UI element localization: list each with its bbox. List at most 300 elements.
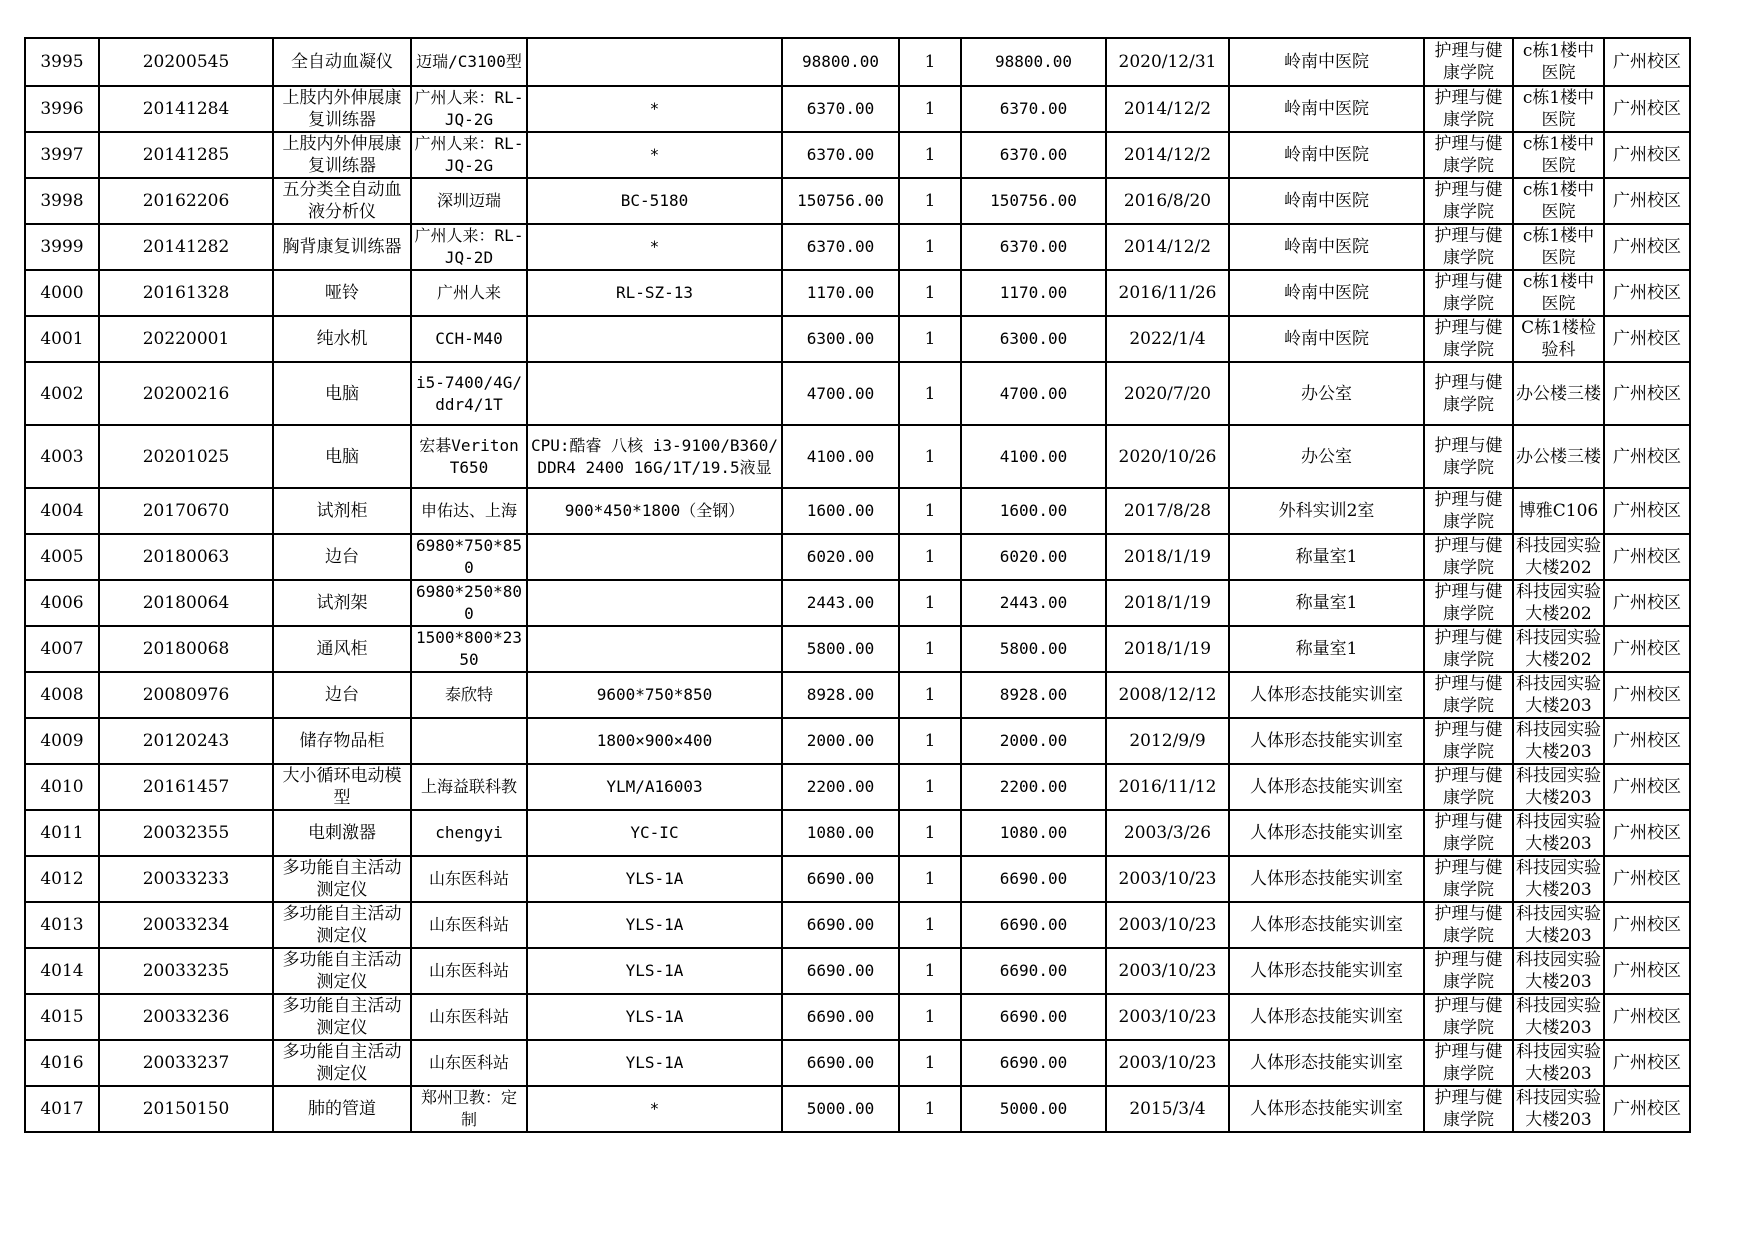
cell-brand: CCH-M40 [411,316,527,362]
cell-loc: c栋1楼中医院 [1513,132,1604,178]
cell-qty: 1 [899,224,961,270]
cell-date: 2015/3/4 [1106,1086,1229,1132]
cell-qty: 1 [899,270,961,316]
cell-loc: 科技园实验大楼203 [1513,718,1604,764]
cell-no: 3999 [25,224,99,270]
cell-no: 4010 [25,764,99,810]
cell-amount: 5800.00 [961,626,1106,672]
cell-amount: 1170.00 [961,270,1106,316]
cell-brand: 山东医科站 [411,856,527,902]
cell-price: 6690.00 [782,902,899,948]
cell-price: 6300.00 [782,316,899,362]
cell-campus: 广州校区 [1604,488,1690,534]
cell-brand: 宏碁Veriton T650 [411,425,527,488]
cell-amount: 6690.00 [961,994,1106,1040]
cell-price: 2200.00 [782,764,899,810]
cell-dept: 护理与健康学院 [1424,224,1513,270]
cell-name: 多功能自主活动测定仪 [273,948,411,994]
cell-campus: 广州校区 [1604,580,1690,626]
cell-price: 8928.00 [782,672,899,718]
cell-amount: 4700.00 [961,362,1106,425]
cell-spec: YC-IC [527,810,782,856]
cell-code: 20033236 [99,994,273,1040]
cell-brand: 6980*750*850 [411,534,527,580]
cell-code: 20141284 [99,86,273,132]
cell-dept: 护理与健康学院 [1424,488,1513,534]
cell-room: 称量室1 [1229,626,1424,672]
cell-room: 人体形态技能实训室 [1229,672,1424,718]
cell-campus: 广州校区 [1604,902,1690,948]
cell-code: 20033237 [99,1040,273,1086]
cell-price: 5800.00 [782,626,899,672]
cell-qty: 1 [899,672,961,718]
cell-amount: 6690.00 [961,948,1106,994]
cell-loc: 科技园实验大楼202 [1513,534,1604,580]
cell-name: 电脑 [273,362,411,425]
cell-qty: 1 [899,902,961,948]
cell-date: 2022/1/4 [1106,316,1229,362]
table-row [25,425,1690,488]
cell-date: 2014/12/2 [1106,224,1229,270]
cell-qty: 1 [899,718,961,764]
cell-dept: 护理与健康学院 [1424,626,1513,672]
cell-amount: 6690.00 [961,856,1106,902]
cell-campus: 广州校区 [1604,994,1690,1040]
cell-code: 20201025 [99,425,273,488]
cell-qty: 1 [899,948,961,994]
cell-date: 2020/7/20 [1106,362,1229,425]
cell-no: 4015 [25,994,99,1040]
cell-spec: BC-5180 [527,178,782,224]
cell-brand: 深圳迈瑞 [411,178,527,224]
cell-date: 2003/10/23 [1106,902,1229,948]
cell-date: 2003/10/23 [1106,856,1229,902]
cell-spec: YLS-1A [527,1040,782,1086]
cell-room: 岭南中医院 [1229,38,1424,86]
cell-dept: 护理与健康学院 [1424,270,1513,316]
cell-name: 试剂柜 [273,488,411,534]
table-row [25,764,1690,810]
cell-dept: 护理与健康学院 [1424,810,1513,856]
cell-spec [527,580,782,626]
cell-room: 外科实训2室 [1229,488,1424,534]
cell-dept: 护理与健康学院 [1424,948,1513,994]
cell-room: 人体形态技能实训室 [1229,994,1424,1040]
cell-loc: 科技园实验大楼203 [1513,1040,1604,1086]
cell-no: 4012 [25,856,99,902]
cell-date: 2003/10/23 [1106,948,1229,994]
cell-no: 4008 [25,672,99,718]
cell-spec: YLM/A16003 [527,764,782,810]
cell-no: 4013 [25,902,99,948]
cell-brand: 山东医科站 [411,948,527,994]
cell-spec: RL-SZ-13 [527,270,782,316]
cell-loc: 科技园实验大楼202 [1513,626,1604,672]
cell-date: 2016/8/20 [1106,178,1229,224]
table-row [25,902,1690,948]
cell-campus: 广州校区 [1604,425,1690,488]
cell-campus: 广州校区 [1604,178,1690,224]
cell-code: 20141282 [99,224,273,270]
cell-name: 储存物品柜 [273,718,411,764]
cell-dept: 护理与健康学院 [1424,534,1513,580]
cell-code: 20033233 [99,856,273,902]
cell-no: 4009 [25,718,99,764]
cell-qty: 1 [899,626,961,672]
cell-amount: 6370.00 [961,132,1106,178]
cell-brand: chengyi [411,810,527,856]
cell-price: 1600.00 [782,488,899,534]
cell-room: 人体形态技能实训室 [1229,810,1424,856]
cell-spec: 9600*750*850 [527,672,782,718]
table-row [25,810,1690,856]
cell-name: 纯水机 [273,316,411,362]
cell-dept: 护理与健康学院 [1424,764,1513,810]
cell-brand: 广州人来：RL-JQ-2G [411,132,527,178]
cell-name: 多功能自主活动测定仪 [273,856,411,902]
cell-dept: 护理与健康学院 [1424,316,1513,362]
cell-name: 大小循环电动模型 [273,764,411,810]
cell-amount: 6300.00 [961,316,1106,362]
cell-amount: 8928.00 [961,672,1106,718]
cell-spec [527,626,782,672]
cell-campus: 广州校区 [1604,86,1690,132]
cell-code: 20141285 [99,132,273,178]
cell-no: 3997 [25,132,99,178]
cell-name: 多功能自主活动测定仪 [273,994,411,1040]
cell-name: 五分类全自动血液分析仪 [273,178,411,224]
cell-date: 2008/12/12 [1106,672,1229,718]
table-row [25,534,1690,580]
cell-room: 人体形态技能实训室 [1229,1086,1424,1132]
cell-code: 20161328 [99,270,273,316]
cell-qty: 1 [899,534,961,580]
cell-brand: 申佑达、上海 [411,488,527,534]
cell-loc: 科技园实验大楼203 [1513,902,1604,948]
cell-amount: 6020.00 [961,534,1106,580]
cell-price: 6370.00 [782,86,899,132]
cell-dept: 护理与健康学院 [1424,902,1513,948]
cell-room: 称量室1 [1229,534,1424,580]
cell-date: 2003/10/23 [1106,994,1229,1040]
cell-loc: c栋1楼中医院 [1513,86,1604,132]
cell-name: 边台 [273,672,411,718]
cell-no: 4014 [25,948,99,994]
cell-loc: 科技园实验大楼202 [1513,580,1604,626]
table-row [25,270,1690,316]
cell-campus: 广州校区 [1604,316,1690,362]
cell-no: 4017 [25,1086,99,1132]
cell-code: 20220001 [99,316,273,362]
cell-code: 20120243 [99,718,273,764]
table-row [25,672,1690,718]
cell-campus: 广州校区 [1604,764,1690,810]
cell-campus: 广州校区 [1604,856,1690,902]
cell-name: 试剂架 [273,580,411,626]
cell-date: 2018/1/19 [1106,534,1229,580]
cell-code: 20032355 [99,810,273,856]
cell-loc: 办公楼三楼 [1513,425,1604,488]
cell-brand [411,718,527,764]
cell-spec: YLS-1A [527,856,782,902]
cell-code: 20080976 [99,672,273,718]
cell-campus: 广州校区 [1604,810,1690,856]
cell-spec: 900*450*1800（全钢） [527,488,782,534]
table-row [25,1086,1690,1132]
cell-spec: 1800×900×400 [527,718,782,764]
cell-price: 6690.00 [782,1040,899,1086]
cell-no: 4000 [25,270,99,316]
table-row [25,38,1690,86]
cell-qty: 1 [899,86,961,132]
cell-code: 20161457 [99,764,273,810]
cell-price: 6690.00 [782,994,899,1040]
cell-room: 人体形态技能实训室 [1229,902,1424,948]
cell-campus: 广州校区 [1604,38,1690,86]
cell-price: 2000.00 [782,718,899,764]
cell-code: 20162206 [99,178,273,224]
cell-amount: 2200.00 [961,764,1106,810]
cell-campus: 广州校区 [1604,948,1690,994]
cell-no: 3998 [25,178,99,224]
cell-no: 4016 [25,1040,99,1086]
cell-date: 2018/1/19 [1106,626,1229,672]
cell-room: 岭南中医院 [1229,270,1424,316]
cell-amount: 2443.00 [961,580,1106,626]
table-row [25,86,1690,132]
cell-brand: 广州人来：RL-JQ-2G [411,86,527,132]
cell-date: 2003/3/26 [1106,810,1229,856]
cell-dept: 护理与健康学院 [1424,1040,1513,1086]
cell-amount: 6370.00 [961,224,1106,270]
cell-spec: YLS-1A [527,902,782,948]
cell-price: 6690.00 [782,948,899,994]
cell-dept: 护理与健康学院 [1424,672,1513,718]
cell-dept: 护理与健康学院 [1424,1086,1513,1132]
table-row [25,316,1690,362]
cell-price: 1170.00 [782,270,899,316]
cell-room: 办公室 [1229,425,1424,488]
cell-no: 3996 [25,86,99,132]
cell-campus: 广州校区 [1604,534,1690,580]
cell-amount: 4100.00 [961,425,1106,488]
asset-table [24,37,1691,1133]
cell-room: 人体形态技能实训室 [1229,764,1424,810]
cell-spec: * [527,132,782,178]
cell-brand: 广州人来 [411,270,527,316]
cell-dept: 护理与健康学院 [1424,856,1513,902]
cell-code: 20180068 [99,626,273,672]
cell-code: 20150150 [99,1086,273,1132]
cell-room: 人体形态技能实训室 [1229,1040,1424,1086]
cell-brand: 郑州卫教：定制 [411,1086,527,1132]
cell-brand: 迈瑞/C3100型 [411,38,527,86]
cell-name: 胸背康复训练器 [273,224,411,270]
cell-spec: YLS-1A [527,994,782,1040]
cell-spec [527,38,782,86]
table-row [25,488,1690,534]
cell-room: 人体形态技能实训室 [1229,856,1424,902]
cell-campus: 广州校区 [1604,626,1690,672]
cell-name: 全自动血凝仪 [273,38,411,86]
cell-price: 5000.00 [782,1086,899,1132]
cell-no: 4006 [25,580,99,626]
cell-amount: 1600.00 [961,488,1106,534]
cell-loc: 科技园实验大楼203 [1513,994,1604,1040]
table-row [25,718,1690,764]
table-row [25,626,1690,672]
cell-name: 肺的管道 [273,1086,411,1132]
cell-date: 2012/9/9 [1106,718,1229,764]
cell-qty: 1 [899,362,961,425]
cell-price: 98800.00 [782,38,899,86]
cell-dept: 护理与健康学院 [1424,178,1513,224]
cell-code: 20180063 [99,534,273,580]
cell-no: 4011 [25,810,99,856]
cell-amount: 98800.00 [961,38,1106,86]
cell-name: 哑铃 [273,270,411,316]
cell-brand: i5-7400/4G/ddr4/1T [411,362,527,425]
cell-loc: 科技园实验大楼203 [1513,856,1604,902]
asset-table-body [25,38,1690,1132]
cell-qty: 1 [899,38,961,86]
cell-campus: 广州校区 [1604,1040,1690,1086]
cell-amount: 6690.00 [961,1040,1106,1086]
cell-room: 岭南中医院 [1229,132,1424,178]
cell-room: 称量室1 [1229,580,1424,626]
cell-qty: 1 [899,994,961,1040]
table-row [25,994,1690,1040]
cell-brand: 广州人来：RL-JQ-2D [411,224,527,270]
cell-dept: 护理与健康学院 [1424,994,1513,1040]
table-row [25,948,1690,994]
cell-qty: 1 [899,810,961,856]
cell-brand: 上海益联科教 [411,764,527,810]
cell-brand: 山东医科站 [411,902,527,948]
cell-code: 20200545 [99,38,273,86]
cell-date: 2003/10/23 [1106,1040,1229,1086]
cell-qty: 1 [899,488,961,534]
cell-price: 6370.00 [782,224,899,270]
cell-spec: CPU:酷睿 八核 i3-9100/B360/DDR4 2400 16G/1T/19.5液显 [527,425,782,488]
cell-date: 2017/8/28 [1106,488,1229,534]
cell-spec [527,534,782,580]
cell-name: 上肢内外伸展康复训练器 [273,132,411,178]
cell-qty: 1 [899,580,961,626]
cell-date: 2018/1/19 [1106,580,1229,626]
cell-code: 20170670 [99,488,273,534]
table-row [25,580,1690,626]
cell-campus: 广州校区 [1604,1086,1690,1132]
cell-loc: 科技园实验大楼203 [1513,1086,1604,1132]
cell-qty: 1 [899,425,961,488]
cell-date: 2016/11/26 [1106,270,1229,316]
cell-no: 4003 [25,425,99,488]
cell-room: 人体形态技能实训室 [1229,948,1424,994]
cell-loc: 博雅C106 [1513,488,1604,534]
cell-room: 岭南中医院 [1229,224,1424,270]
cell-no: 4002 [25,362,99,425]
cell-room: 岭南中医院 [1229,178,1424,224]
table-row [25,1040,1690,1086]
cell-loc: c栋1楼中医院 [1513,270,1604,316]
cell-dept: 护理与健康学院 [1424,425,1513,488]
cell-campus: 广州校区 [1604,718,1690,764]
cell-loc: c栋1楼中医院 [1513,38,1604,86]
cell-campus: 广州校区 [1604,132,1690,178]
cell-price: 4700.00 [782,362,899,425]
cell-spec: YLS-1A [527,948,782,994]
cell-date: 2014/12/2 [1106,132,1229,178]
cell-loc: c栋1楼中医院 [1513,224,1604,270]
cell-name: 电刺激器 [273,810,411,856]
cell-loc: 科技园实验大楼203 [1513,672,1604,718]
cell-qty: 1 [899,132,961,178]
cell-loc: 科技园实验大楼203 [1513,764,1604,810]
cell-room: 岭南中医院 [1229,316,1424,362]
cell-dept: 护理与健康学院 [1424,362,1513,425]
cell-brand: 山东医科站 [411,1040,527,1086]
cell-no: 4004 [25,488,99,534]
cell-qty: 1 [899,316,961,362]
table-row [25,224,1690,270]
cell-qty: 1 [899,1086,961,1132]
cell-price: 6690.00 [782,856,899,902]
cell-room: 办公室 [1229,362,1424,425]
table-row [25,856,1690,902]
cell-dept: 护理与健康学院 [1424,86,1513,132]
cell-name: 多功能自主活动测定仪 [273,902,411,948]
cell-date: 2020/10/26 [1106,425,1229,488]
cell-room: 人体形态技能实训室 [1229,718,1424,764]
cell-price: 1080.00 [782,810,899,856]
cell-price: 6020.00 [782,534,899,580]
cell-campus: 广州校区 [1604,224,1690,270]
cell-brand: 1500*800*2350 [411,626,527,672]
cell-no: 3995 [25,38,99,86]
cell-code: 20180064 [99,580,273,626]
cell-spec: * [527,1086,782,1132]
cell-name: 通风柜 [273,626,411,672]
cell-code: 20033235 [99,948,273,994]
cell-room: 岭南中医院 [1229,86,1424,132]
cell-brand: 6980*250*800 [411,580,527,626]
cell-no: 4007 [25,626,99,672]
cell-no: 4005 [25,534,99,580]
cell-brand: 山东医科站 [411,994,527,1040]
cell-amount: 6370.00 [961,86,1106,132]
cell-price: 150756.00 [782,178,899,224]
cell-amount: 1080.00 [961,810,1106,856]
cell-dept: 护理与健康学院 [1424,132,1513,178]
cell-amount: 5000.00 [961,1086,1106,1132]
cell-name: 上肢内外伸展康复训练器 [273,86,411,132]
cell-campus: 广州校区 [1604,672,1690,718]
cell-price: 4100.00 [782,425,899,488]
cell-qty: 1 [899,856,961,902]
cell-name: 电脑 [273,425,411,488]
cell-price: 2443.00 [782,580,899,626]
cell-name: 多功能自主活动测定仪 [273,1040,411,1086]
cell-spec [527,362,782,425]
cell-spec [527,316,782,362]
cell-dept: 护理与健康学院 [1424,580,1513,626]
cell-date: 2020/12/31 [1106,38,1229,86]
cell-date: 2014/12/2 [1106,86,1229,132]
table-row [25,362,1690,425]
cell-brand: 泰欣特 [411,672,527,718]
cell-spec: * [527,224,782,270]
